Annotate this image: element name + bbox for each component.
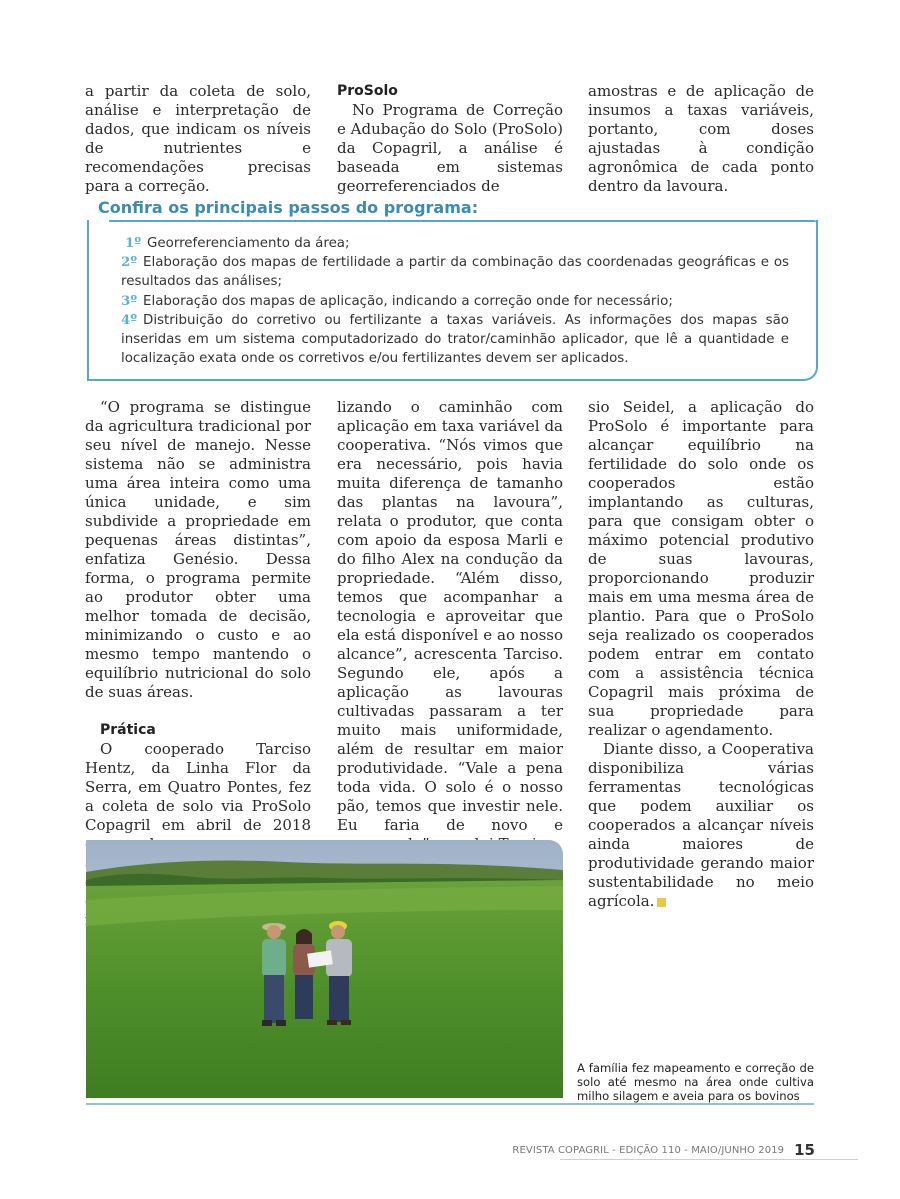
- page-footer: [512, 1141, 815, 1159]
- paragraph: “O programa se distingue da agricultura tradicional por seu nível de manejo. Nesse sistema não se administra uma área inteira como uma única unidade, e sim subdivide a propriedade em pequenas áreas distintas”, enfatiza Genésio. Dessa forma, o programa permite ao produtor obter uma melhor tomada de decisão, minimizando o custo e ao mesmo tempo mantendo o equilíbrio nutricional do solo de suas áreas.: [85, 398, 311, 701]
- paragraph: sio Seidel, a aplicação do ProSolo é importante para alcançar equilíbrio na fertilidade do solo onde os cooperados estão implantando as culturas, para que consigam obter o máximo potencial produtivo de suas lavouras, proporcionando produzir mais em uma mesma área de plantio. Para que o ProSolo seja realizado os cooperados podem entrar em contato com a assistência técnica Copagril mais próxima de sua propriedade para realizar o agendamento.: [588, 398, 814, 739]
- step-text: Elaboração dos mapas de aplicação, indicando a correção onde for necessário;: [143, 293, 673, 309]
- steps-list: [121, 234, 789, 368]
- step-text: Georreferenciamento da área;: [147, 236, 350, 251]
- divider: [86, 1103, 814, 1105]
- paragraph-final: [588, 740, 814, 911]
- paragraph: amostras e de aplicação de insumos a taxas variáveis, portanto, com doses ajustadas à condição agronômica de cada ponto dentro da lavoura.: [588, 82, 814, 195]
- steps-title: Confira os principais passos do programa:: [98, 198, 479, 217]
- step-number: 1º: [125, 235, 142, 251]
- step-item: [121, 253, 789, 291]
- footer-publication: REVISTA COPAGRIL - EDIÇÃO 110 - MAIO/JUNHO 2019: [512, 1144, 785, 1156]
- top-column-2: [337, 82, 563, 196]
- step-number: 4º: [121, 311, 138, 328]
- paragraph: O cooperado Tarciso Hentz, da Linha Flor da Serra, em Quatro Pontes, fez a coleta de solo via ProSolo Copagril em abril de 2018: [85, 740, 311, 834]
- top-column-1: [85, 82, 311, 196]
- farmer-woman: [293, 929, 315, 1019]
- paragraph: No Programa de Correção e Adubação do Solo (ProSolo) da Copagril, a análise é baseada em sistemas georreferenciados de: [337, 101, 563, 195]
- step-text: Elaboração dos mapas de fertilidade a partir da combinação das coordenadas geográficas e os resultados das análises;: [121, 255, 789, 290]
- step-item: [121, 234, 789, 253]
- end-mark-icon: [657, 898, 666, 907]
- section-heading-prosolo: ProSolo: [337, 83, 398, 99]
- step-number: 2º: [121, 254, 138, 271]
- body-column-3: [588, 398, 814, 911]
- step-text: Distribuição do corretivo ou fertilizante a taxas variáveis. As informações dos mapas são inseridas em um sistema computadorizado do trator/caminhão aplicador, que lê a quantidade e localização exata onde os corretivos e/ou fertilizantes devem ser aplicados.: [121, 312, 789, 367]
- field-photo: [86, 840, 563, 1098]
- page-number: 15: [794, 1141, 815, 1159]
- paragraph-text: Diante disso, a Cooperativa disponibiliza várias ferramentas tecnológicas que podem auxiliar os cooperados a alcançar níveis ainda maiores de produtividade gerando maior sustentabilidade no meio agrícola.: [588, 740, 814, 910]
- top-column-3: [588, 82, 814, 196]
- step-item: [121, 311, 789, 369]
- paragraph: a partir da coleta de solo, análise e interpretação de dados, que indicam os níveis de nutrientes e recomendações precisas para a correção.: [85, 82, 311, 195]
- footer-divider: [560, 1159, 858, 1160]
- photo-caption: A família fez mapeamento e correção de solo até mesmo na área onde cultiva milho silagem e aveia para os bovinos: [577, 1061, 814, 1103]
- section-heading-pratica: Prática: [100, 722, 156, 738]
- paragraph: lizando o caminhão com aplicação em taxa variável da cooperativa. “Nós vimos que era necessário, pois havia muita diferença de tamanho das plantas na lavoura”, relata o produtor, que conta com apoio da esposa Marli e do filho Alex na condução da propriedade. “Além disso, temos que acompanhar a tecnologia e aproveitar que ela está disponível e ao nosso alcance”, acrescenta Tarciso. Segundo ele, após a aplicação as lavouras cultivadas passaram a ter muito mais uniformidade, além de resultar em maior produtividade. “Vale a pena toda vida. O solo é o nosso pão, temos que investir nele. Eu faria de novo e: [337, 398, 563, 834]
- step-number: 3º: [121, 292, 138, 309]
- step-item: [121, 292, 789, 311]
